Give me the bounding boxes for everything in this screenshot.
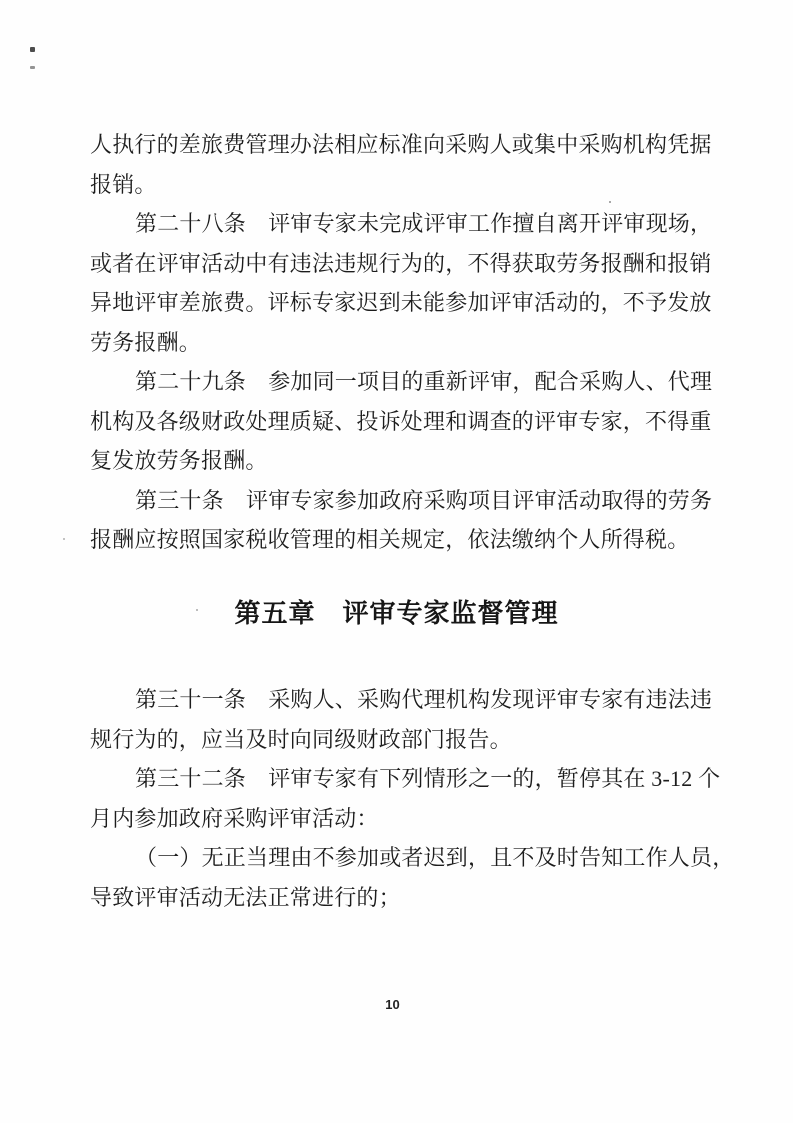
text-line-item-1: （一）无正当理由不参加或者迟到，且不及时告知工作人员， bbox=[135, 845, 735, 870]
scan-artifact-mark bbox=[30, 66, 35, 69]
text-line: 复发放劳务报酬。 bbox=[90, 448, 268, 473]
body-text-lower bbox=[90, 680, 735, 917]
text-line: 报销。 bbox=[90, 171, 157, 197]
text-line-article-28: 第二十八条 评审专家未完成评审工作擅自离开评审现场， bbox=[135, 211, 713, 236]
page-number: 10 bbox=[385, 997, 400, 1012]
text-line-article-32: 第三十二条 评审专家有下列情形之一的，暂停其在 3-12 个 bbox=[135, 766, 721, 791]
text-line: 劳务报酬。 bbox=[90, 329, 202, 355]
text-line-article-31: 第三十一条 采购人、采购代理机构发现评审专家有违法违 bbox=[135, 687, 713, 712]
text-line: 人执行的差旅费管理办法相应标准向采购人或集中采购机构凭据 bbox=[90, 132, 712, 157]
text-line: 导致评审活动无法正常进行的； bbox=[90, 884, 401, 910]
text-line: 或者在评审活动中有违法违规行为的，不得获取劳务报酬和报销 bbox=[90, 250, 712, 276]
text-line-article-30: 第三十条 评审专家参加政府采购项目评审活动取得的劳务 bbox=[135, 487, 713, 513]
text-line: 规行为的，应当及时向同级财政部门报告。 bbox=[90, 726, 512, 752]
body-text-upper bbox=[90, 125, 716, 560]
scan-speck bbox=[63, 538, 65, 540]
text-line: 月内参加政府采购评审活动： bbox=[90, 805, 379, 831]
text-line-article-29: 第二十九条 参加同一项目的重新评审，配合采购人、代理 bbox=[135, 369, 713, 394]
text-line: 报酬应按照国家税收管理的相关规定，依法缴纳个人所得税。 bbox=[90, 527, 690, 552]
text-line: 异地评审差旅费。评标专家迟到未能参加评审活动的，不予发放 bbox=[90, 290, 712, 315]
chapter-heading: 第五章 评审专家监督管理 bbox=[234, 598, 559, 628]
text-line: 机构及各级财政处理质疑、投诉处理和调查的评审专家，不得重 bbox=[90, 408, 712, 434]
scan-artifact-mark bbox=[30, 47, 35, 52]
